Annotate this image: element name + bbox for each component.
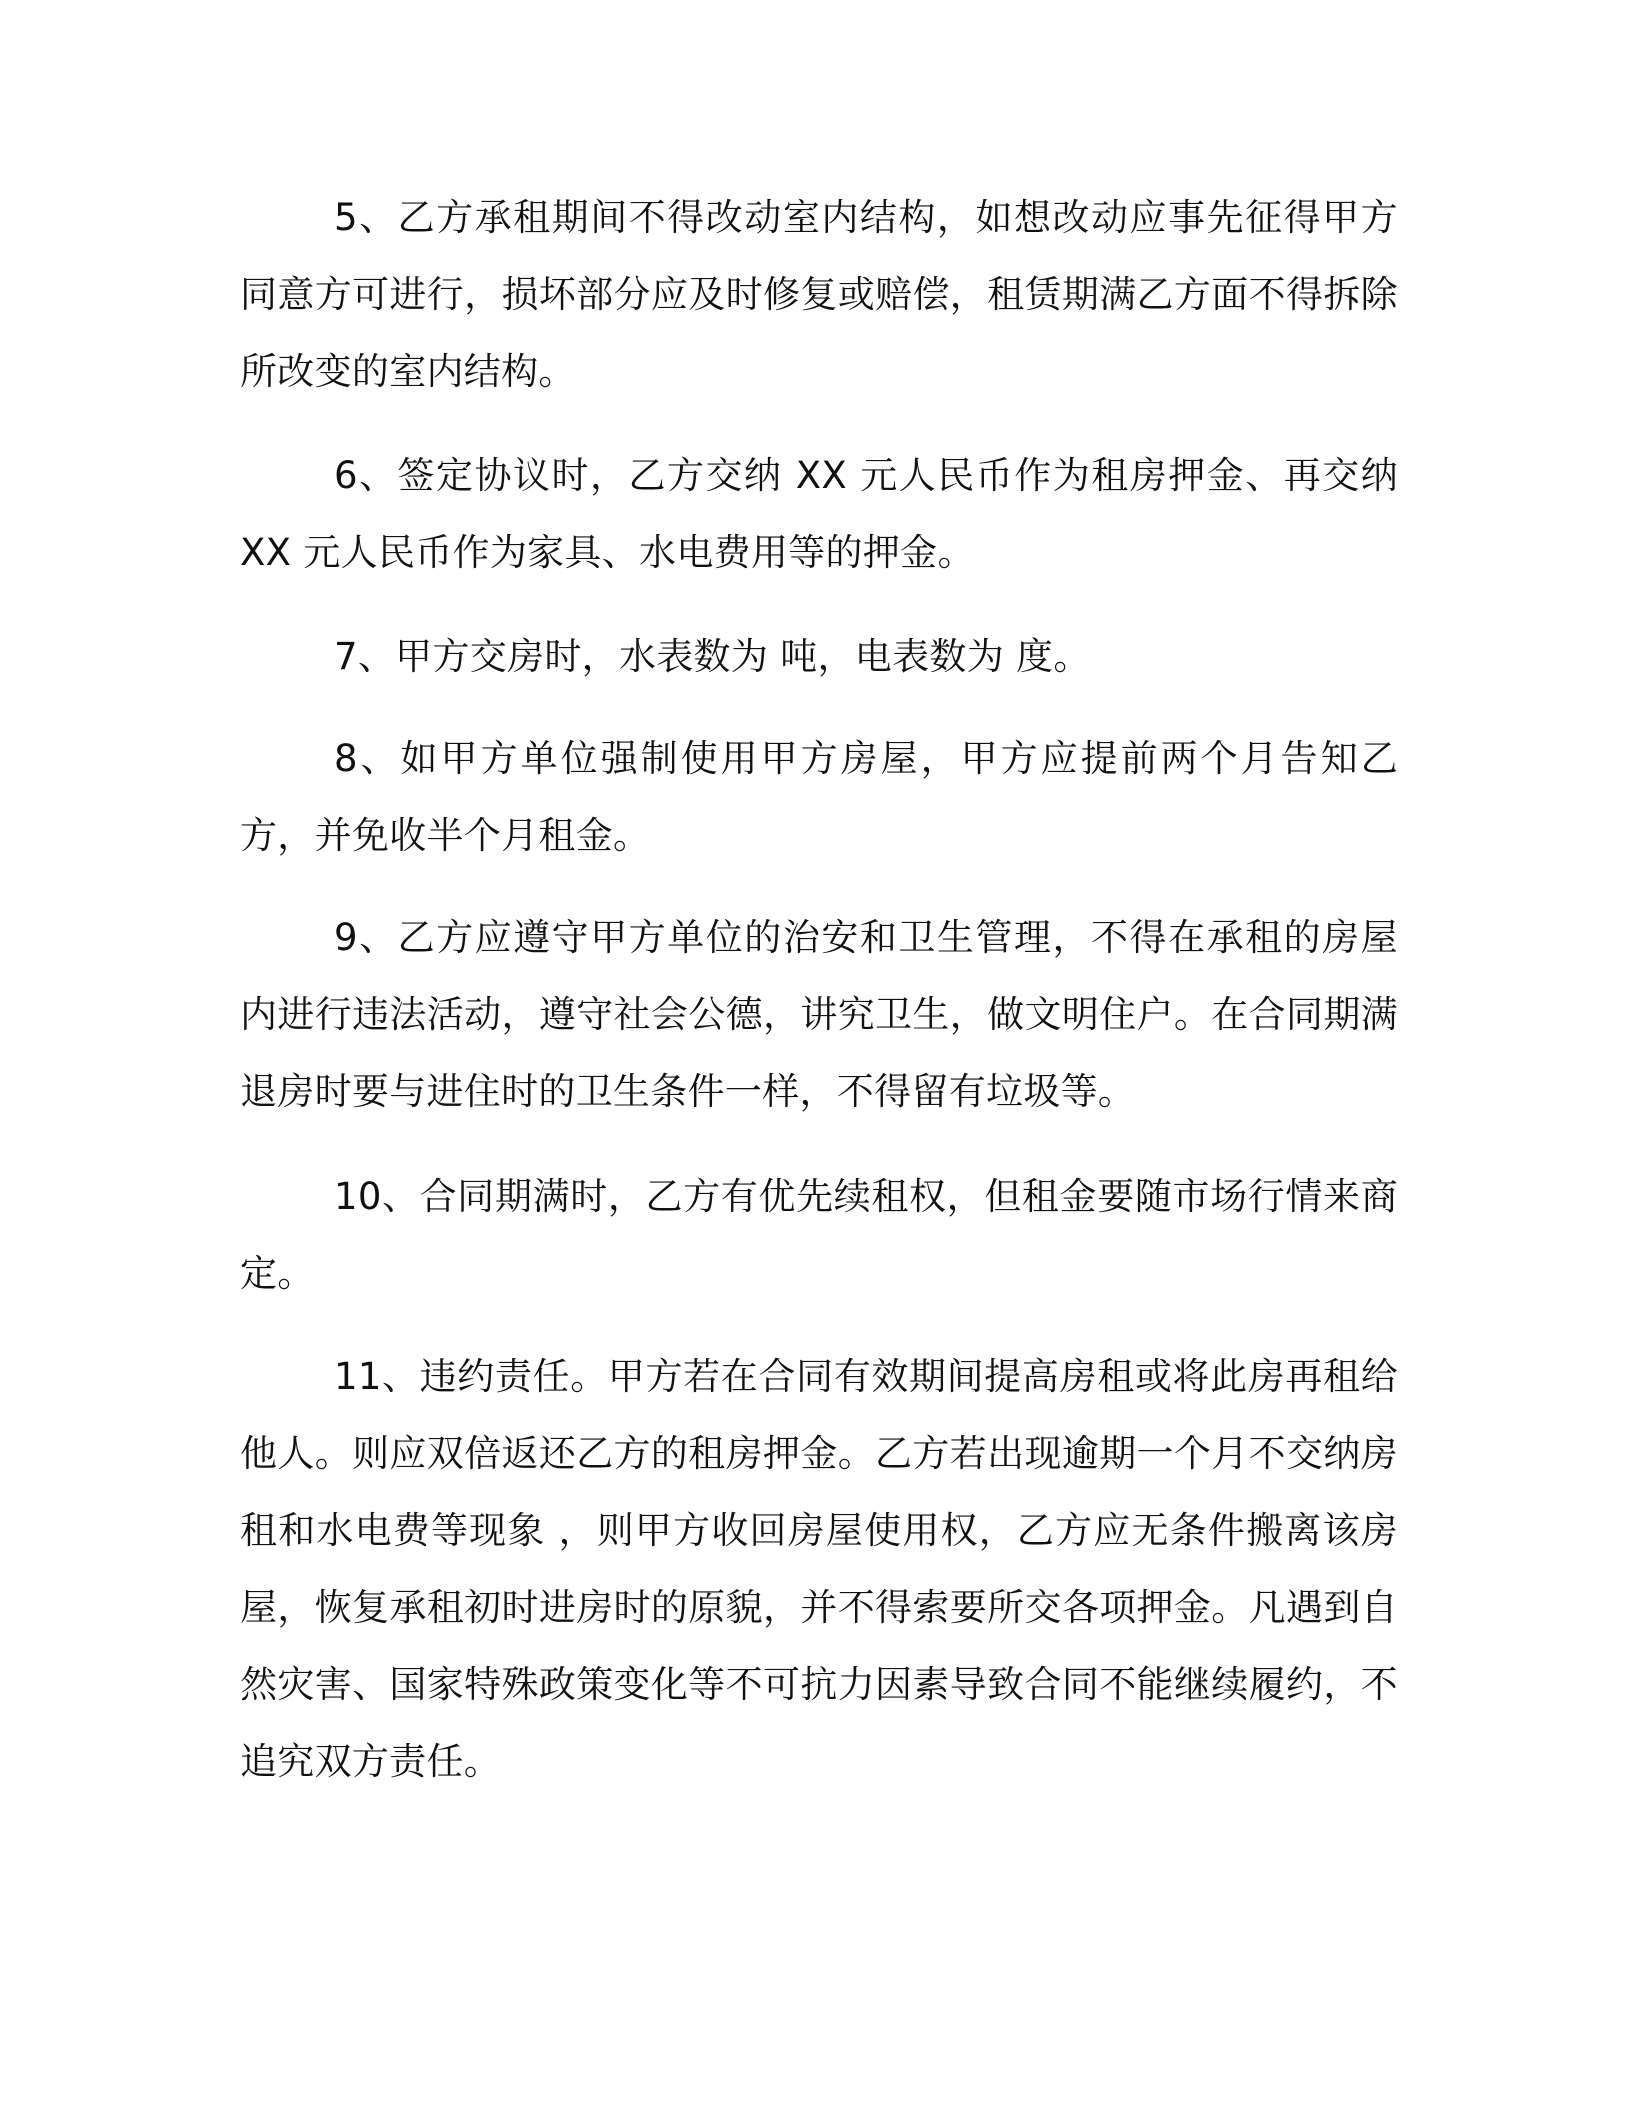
clause-5: 5、乙方承租期间不得改动室内结构，如想改动应事先征得甲方同意方可进行，损坏部分应及时修复或赔偿，租赁期满乙方面不得拆除所改变的室内结构。 <box>240 196 1398 393</box>
clause-9: 9、乙方应遵守甲方单位的治安和卫生管理，不得在承租的房屋内进行违法活动，遵守社会公德，讲究卫生，做文明住户。在合同期满退房时要与进住时的卫生条件一样，不得留有垃圾等。 <box>240 916 1398 1113</box>
clause-8: 8、如甲方单位强制使用甲方房屋，甲方应提前两个月告知乙方，并免收半个月租金。 <box>240 737 1398 857</box>
clause-6: 6、签定协议时，乙方交纳 XX 元人民币作为租房押金、再交纳 XX 元人民币作为家具、水电费用等的押金。 <box>240 454 1398 574</box>
clause-7: 7、甲方交房时，水表数为 吨，电表数为 度。 <box>334 635 1091 678</box>
clause-10: 10、合同期满时，乙方有优先续租权，但租金要随市场行情来商定。 <box>240 1175 1398 1295</box>
clause-11: 11、违约责任。甲方若在合同有效期间提高房租或将此房再租给他人。则应双倍返还乙方的租房押金。乙方若出现逾期一个月不交纳房租和水电费等现象 ，则甲方收回房屋使用权，乙方应无条件搬离该房屋，恢复承租初时进房时的原貌，并不得索要所交各项押金。凡遇到自然灾害、国家特殊政策变化等不可抗力因素导致合同不能继续履约，不追究双方责任。 <box>240 1355 1398 1783</box>
